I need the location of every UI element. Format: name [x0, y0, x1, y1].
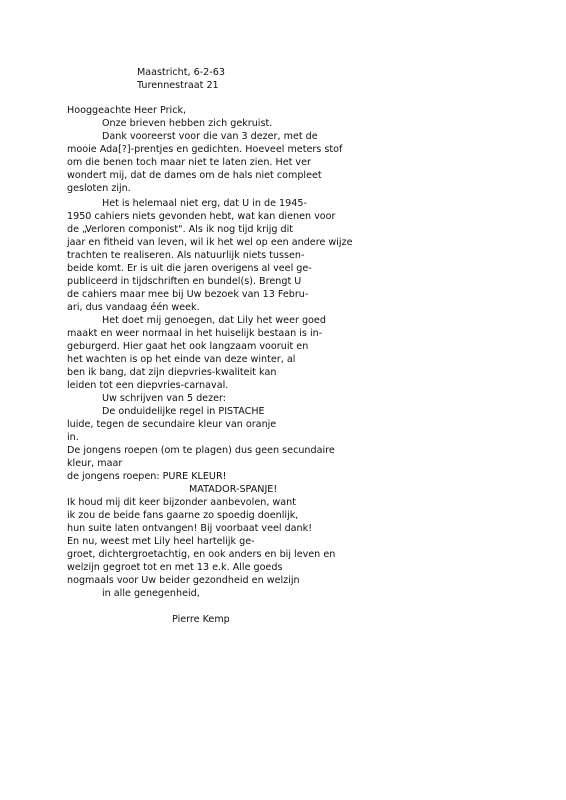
body-line: Het is helemaal niet erg, dat U in de 1945- — [102, 198, 307, 209]
body-line: De jongens roepen (om te plagen) dus geen secundaire — [67, 445, 335, 456]
body-line: de jongens roepen: PURE KLEUR! — [67, 471, 227, 482]
body-line: Ik houd mij dit keer bijzonder aanbevolen, want — [67, 497, 296, 508]
body-line: hun suite laten ontvangen! Bij voorbaat veel dank! — [67, 523, 313, 534]
body-line: 1950 cahiers niets gevonden hebt, wat kan dienen voor — [67, 211, 336, 222]
body-line: beide komt. Er is uit die jaren overigens al veel ge- — [67, 263, 312, 274]
body-line: leiden tot een diepvries-carnaval. — [67, 380, 229, 391]
body-line: ik zou de beide fans gaarne zo spoedig doenlijk, — [67, 510, 299, 521]
body-line: mooie Ada[?]-prentjes en gedichten. Hoeveel meters stof — [67, 144, 343, 155]
body-line: gesloten zijn. — [67, 183, 131, 194]
sender-street: Turennestraat 21 — [137, 80, 219, 91]
body-line: trachten te realiseren. Als natuurlijk niets tussen- — [67, 250, 305, 261]
body-line: groet, dichtergroetachtig, en ook anders en bij leven en — [67, 549, 336, 560]
body-line: de cahiers maar mee bij Uw bezoek van 13 Febru- — [67, 289, 309, 300]
body-line: De onduidelijke regel in PISTACHE — [102, 406, 265, 417]
body-line: Onze brieven hebben zich gekruist. — [102, 118, 273, 129]
sender-place-date: Maastricht, 6-2-63 — [137, 67, 225, 78]
closing: in alle genegenheid, — [102, 588, 200, 599]
signature: Pierre Kemp — [172, 614, 230, 625]
body-line: luide, tegen de secundaire kleur van oranje — [67, 419, 277, 430]
body-line: En nu, weest met Lily heel hartelijk ge- — [67, 536, 255, 547]
body-line: Dank vooreerst voor die van 3 dezer, met de — [102, 131, 318, 142]
body-line: de „Verloren componist". Als ik nog tijd krijg dit — [67, 224, 294, 235]
body-line: MATADOR-SPANJE! — [189, 484, 278, 495]
body-line: jaar en fitheid van leven, wil ik het wel op een andere wijze — [67, 237, 353, 248]
body-line: om die benen toch maar niet te laten zien. Het ver — [67, 157, 311, 168]
body-line: publiceerd in tijdschriften en bundel(s). Brengt U — [67, 276, 302, 287]
body-line: welzijn gegroet tot en met 13 e.k. Alle goeds — [67, 562, 283, 573]
body-line: in. — [67, 432, 79, 443]
body-line: kleur, maar — [67, 458, 123, 469]
body-line: ari, dus vandaag één week. — [67, 302, 200, 313]
body-line: wondert mij, dat de dames om de hals niet compleet — [67, 170, 322, 181]
body-line: het wachten is op het einde van deze winter, al — [67, 354, 296, 365]
salutation: Hooggeachte Heer Prick, — [67, 105, 187, 116]
body-line: geburgerd. Hier gaat het ook langzaam vooruit en — [67, 341, 309, 352]
body-line: nogmaals voor Uw beider gezondheid en welzijn — [67, 575, 300, 586]
body-line: ben ik bang, dat zijn diepvries-kwaliteit kan — [67, 367, 277, 378]
body-line: maakt en weer normaal in het huiselijk bestaan is in- — [67, 328, 323, 339]
body-line: Het doet mij genoegen, dat Lily het weer goed — [102, 315, 326, 326]
body-line: Uw schrijven van 5 dezer: — [102, 393, 227, 404]
